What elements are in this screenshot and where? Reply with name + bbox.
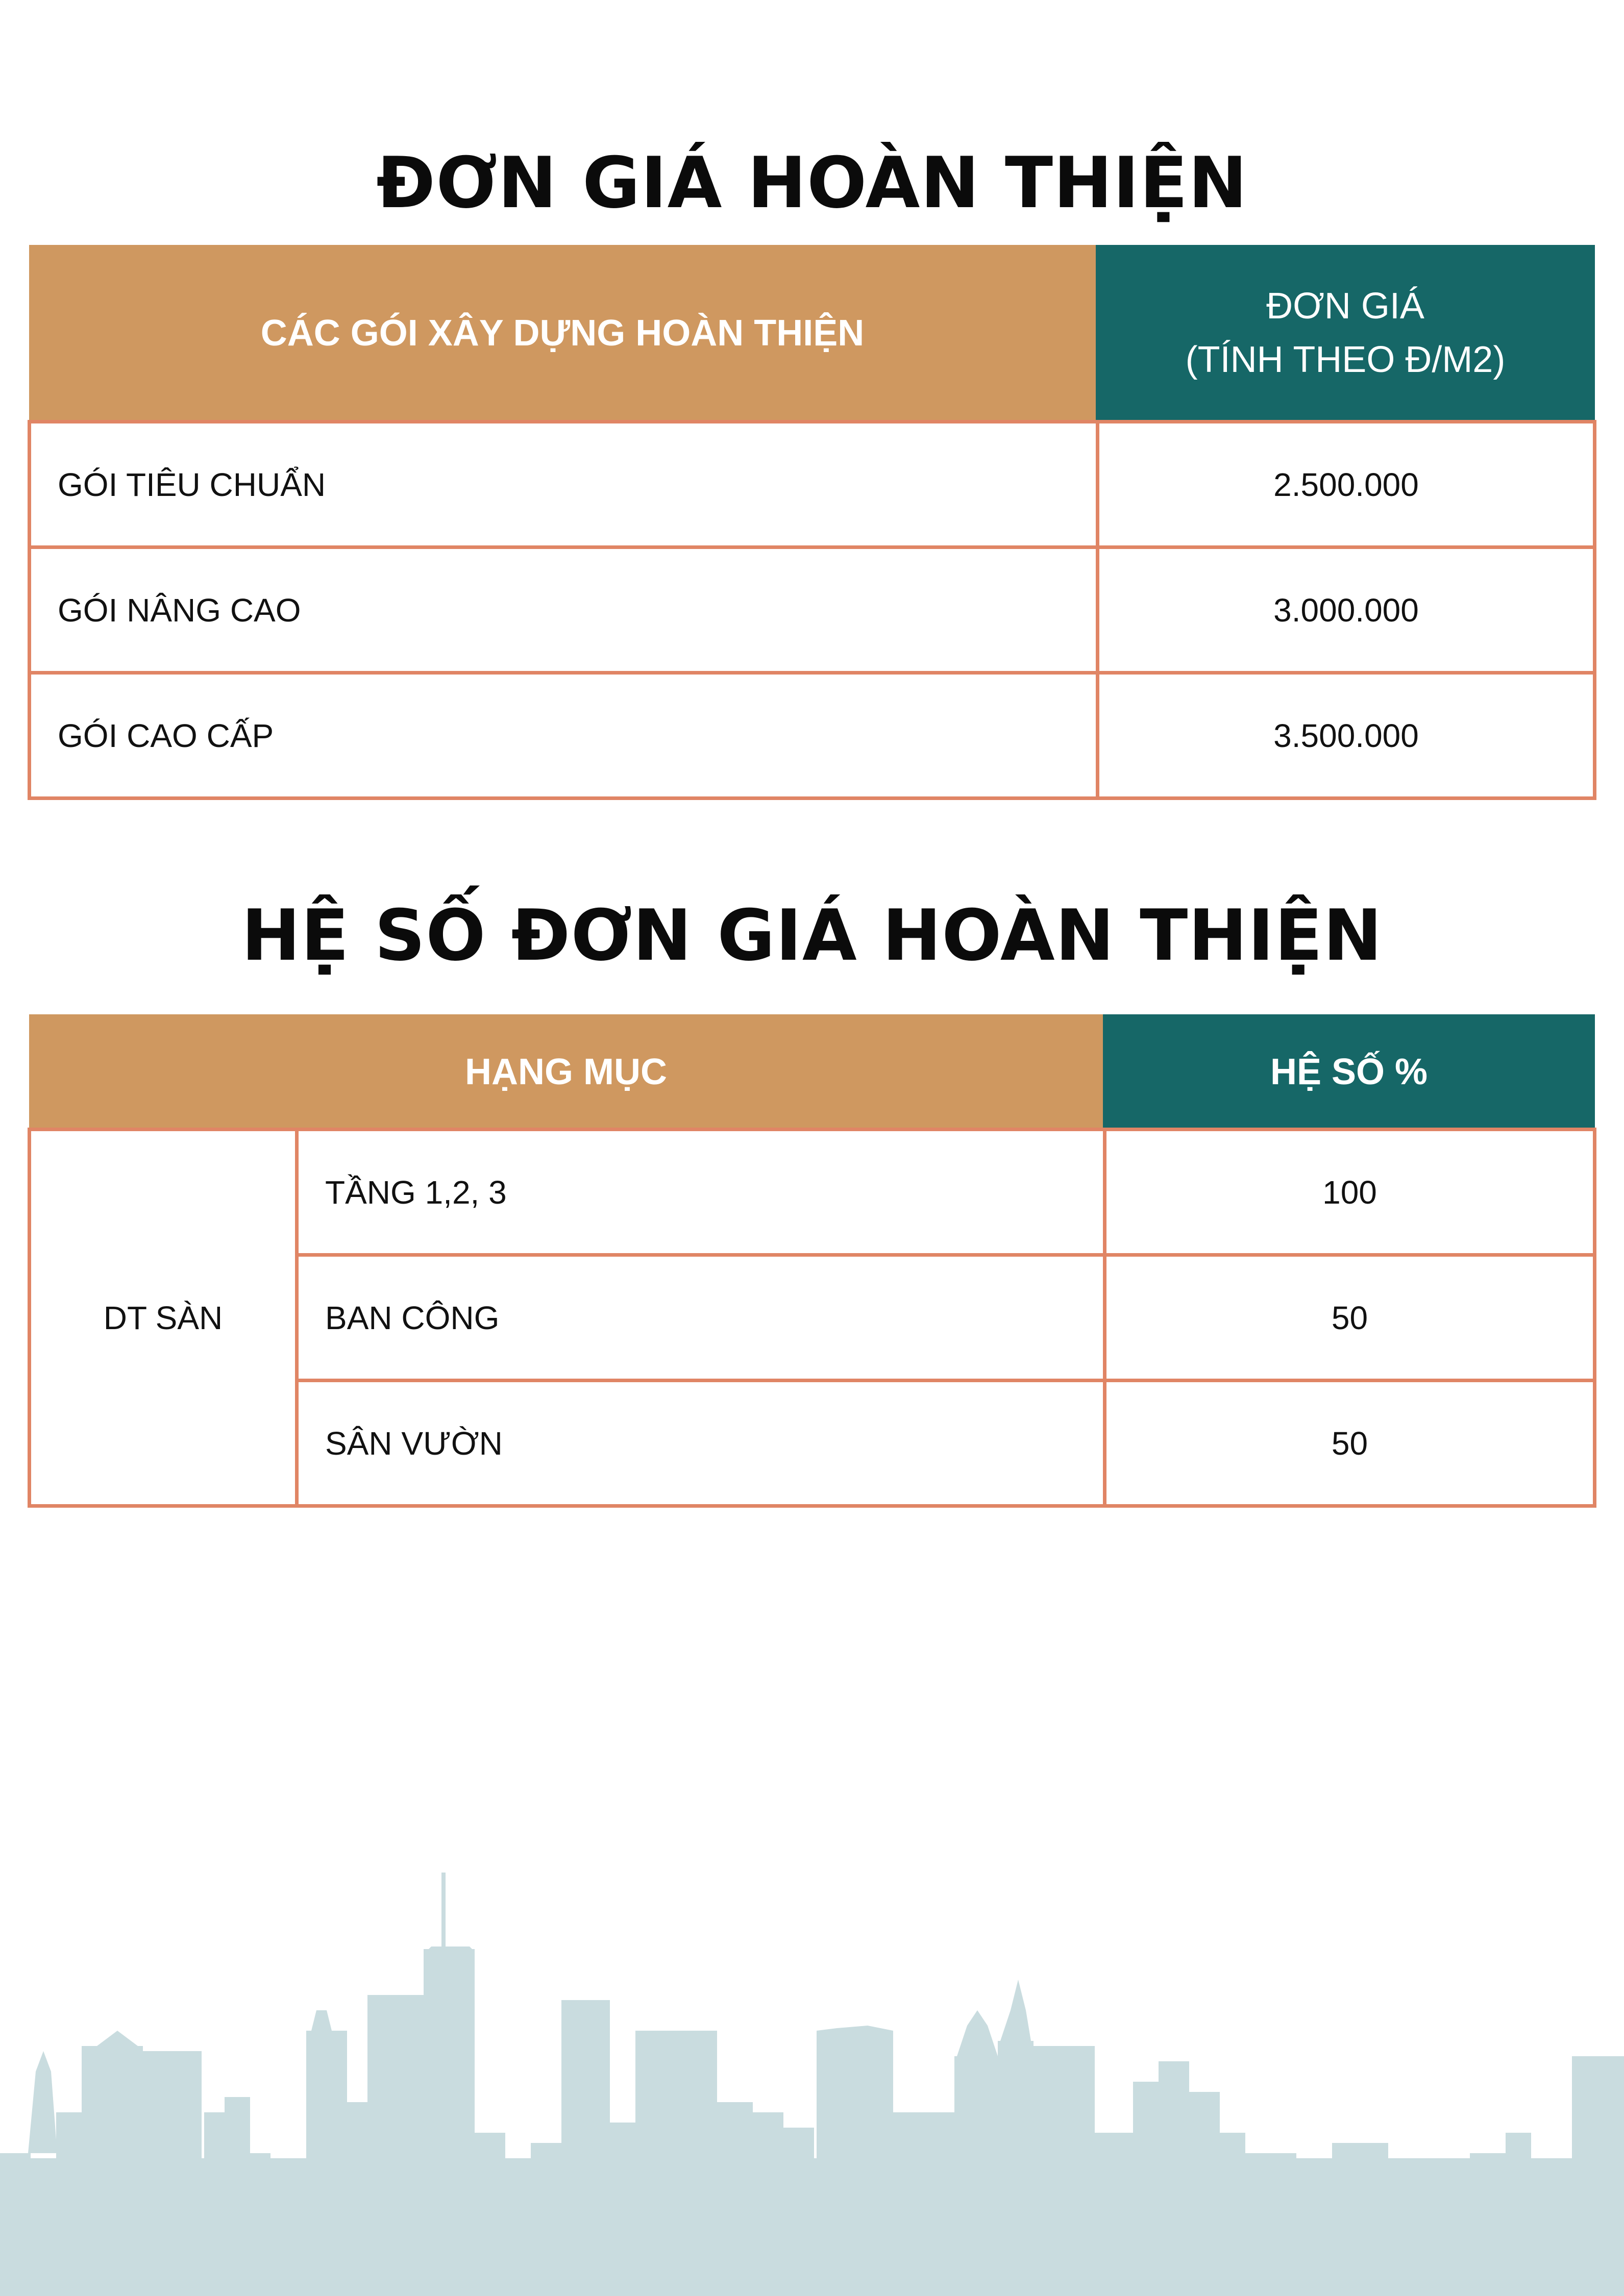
table-row-item-name: SÂN VƯỜN bbox=[295, 1379, 1106, 1508]
table-row-package-name: GÓI CAO CẤP bbox=[28, 671, 1099, 800]
table-row-item-name: TẦNG 1,2, 3 bbox=[295, 1128, 1106, 1257]
table-row-item-name: BAN CÔNG bbox=[295, 1253, 1106, 1382]
coefficient-column-header bbox=[1103, 1014, 1595, 1129]
item-column-header-label: HẠNG MỤC bbox=[465, 1051, 667, 1092]
package-column-header bbox=[29, 245, 1096, 421]
package-column-header-label: CÁC GÓI XÂY DỰNG HOÀN THIỆN bbox=[260, 312, 865, 354]
table-row-package-price: 2.500.000 bbox=[1096, 420, 1596, 549]
table-row-coefficient: 100 bbox=[1103, 1128, 1596, 1257]
coefficient-table-title: HỆ SỐ ĐƠN GIÁ HOÀN THIỆN bbox=[241, 894, 1383, 977]
price-column-header-line1: ĐƠN GIÁ bbox=[1266, 286, 1424, 327]
table-row-coefficient: 50 bbox=[1103, 1253, 1596, 1382]
table-row-package-price: 3.500.000 bbox=[1096, 671, 1596, 800]
floor-area-group-cell: DT SÀN bbox=[28, 1128, 299, 1508]
price-column-header bbox=[1096, 245, 1595, 421]
item-column-header bbox=[29, 1014, 1103, 1129]
table-row-package-name: GÓI TIÊU CHUẨN bbox=[28, 420, 1099, 549]
table-row-coefficient: 50 bbox=[1103, 1379, 1596, 1508]
coefficient-column-header-label: HỆ SỐ % bbox=[1270, 1051, 1428, 1092]
price-table-title: ĐƠN GIÁ HOÀN THIỆN bbox=[376, 142, 1248, 224]
table-row-package-name: GÓI NÂNG CAO bbox=[28, 545, 1099, 675]
price-column-header-line2: (TÍNH THEO Đ/M2) bbox=[1185, 339, 1506, 380]
city-skyline-illustration bbox=[0, 1827, 1624, 2296]
table-row-package-price: 3.000.000 bbox=[1096, 545, 1596, 675]
